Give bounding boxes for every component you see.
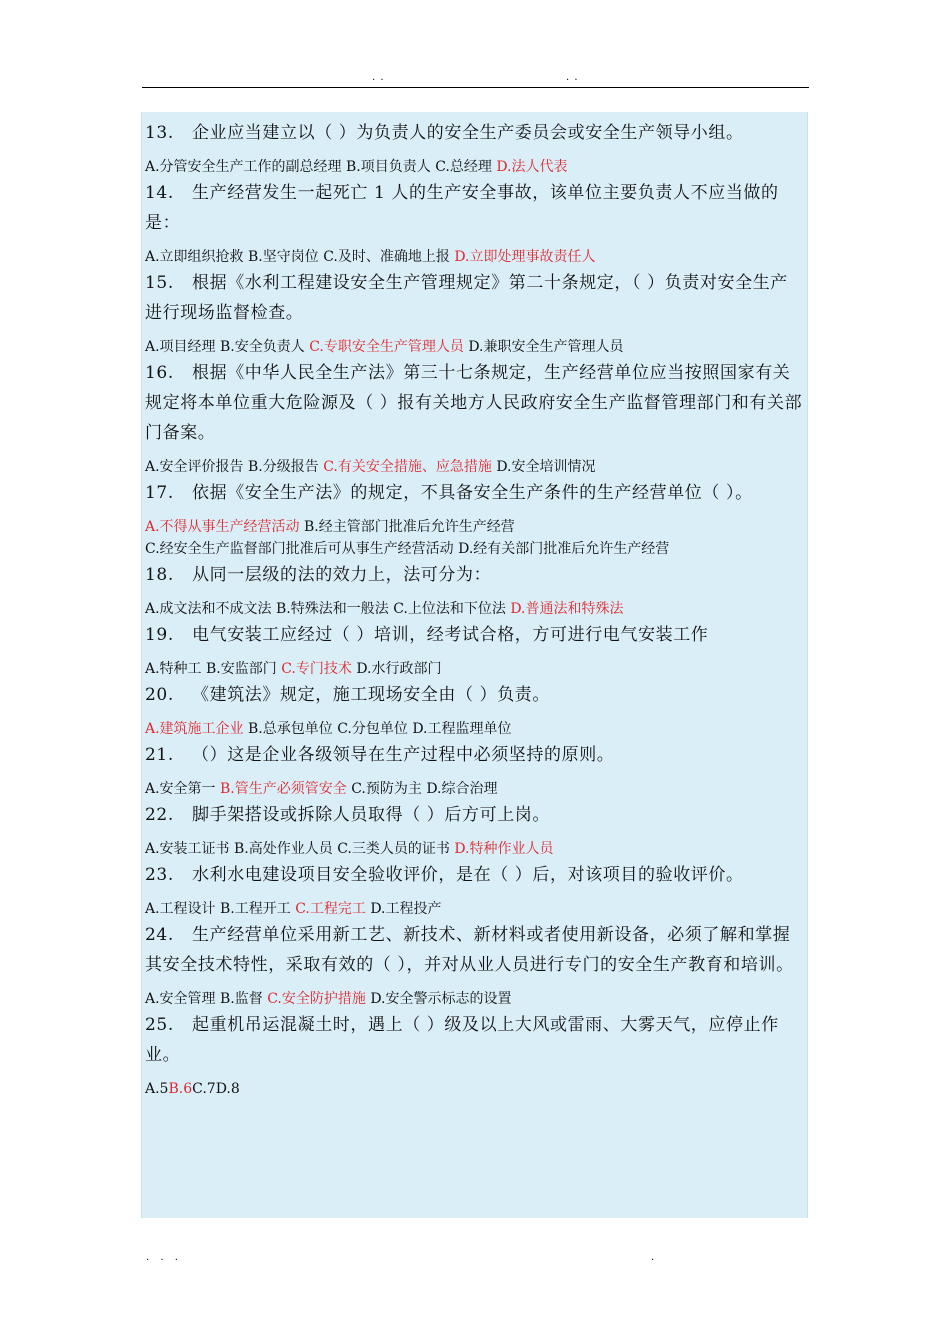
option-text: A.安全评价报告 B.分级报告 (145, 459, 324, 475)
question-item (145, 118, 805, 178)
question-stem: 电气安装工应经过（ ）培训，经考试合格，方可进行电气安装工作 (192, 625, 709, 645)
header-mark-left: . . (372, 72, 385, 83)
option-text: A.安全管理 B.监督 (145, 991, 268, 1007)
option-text: A.成文法和不成文法 B.特殊法和一般法 C.上位法和下位法 (145, 601, 511, 617)
answer-options (145, 598, 805, 620)
correct-answer: D.法人代表 (496, 159, 568, 175)
question-text (145, 560, 805, 590)
option-text: D.工程投产 (365, 901, 442, 917)
question-number: 19. (145, 625, 174, 645)
answer-options (145, 1078, 805, 1100)
question-stem: （）这是企业各级领导在生产过程中必须坚持的原则。 (192, 745, 615, 765)
question-text (145, 478, 805, 508)
option-text: A.立即组织抢救 B.坚守岗位 C.及时、准确地上报 (145, 249, 455, 265)
question-stem: 依据《安全生产法》的规定，不具备安全生产条件的生产经营单位（ ）。 (192, 483, 753, 503)
option-text: A.安装工证书 B.高处作业人员 C.三类人员的证书 (145, 841, 455, 857)
question-text (145, 1010, 805, 1070)
option-text: A.特种工 B.安监部门 (145, 661, 282, 677)
correct-answer: D.立即处理事故责任人 (454, 249, 596, 265)
question-stem: 企业应当建立以（ ）为负责人的安全生产委员会或安全生产领导小组。 (192, 123, 744, 143)
question-item (145, 860, 805, 920)
correct-answer: B.6 (168, 1081, 193, 1097)
question-stem: 水利水电建设项目安全验收评价，是在（ ）后，对该项目的验收评价。 (192, 865, 744, 885)
correct-answer: A.不得从事生产经营活动 (145, 519, 300, 535)
question-stem: 起重机吊运混凝土时，遇上（ ）级及以上大风或雷雨、大雾天气，应停止作业。 (145, 1015, 779, 1065)
question-item (145, 560, 805, 620)
question-item (145, 268, 805, 358)
answer-options (145, 988, 805, 1010)
question-item (145, 800, 805, 860)
footer-mark-right: . (651, 1252, 659, 1263)
option-text: C.预防为主 D.综合治理 (346, 781, 498, 797)
answer-options (145, 718, 805, 740)
question-stem: 生产经营单位采用新工艺、新技术、新材料或者使用新设备，必须了解和掌握其安全技术特性，采取有效的（ ），并对从业人员进行专门的安全生产教育和培训。 (145, 925, 794, 975)
header-mark-right: . . (566, 72, 579, 83)
correct-answer: D.普通法和特殊法 (510, 601, 624, 617)
option-text: C.经安全生产监督部门批准后可从事生产经营活动 D.经有关部门批准后允许生产经营 (145, 541, 670, 557)
option-text: A.5 (145, 1081, 169, 1097)
question-number: 15. (145, 273, 174, 293)
question-number: 14. (145, 183, 174, 203)
correct-answer: B.管生产必须管安全 (220, 781, 347, 797)
question-number: 21. (145, 745, 174, 765)
question-item (145, 920, 805, 1010)
question-number: 23. (145, 865, 174, 885)
answer-options (145, 898, 805, 920)
question-number: 24. (145, 925, 174, 945)
option-text: D.水行政部门 (351, 661, 442, 677)
question-text (145, 358, 805, 448)
question-text (145, 800, 805, 830)
question-number: 18. (145, 565, 174, 585)
question-stem: 《建筑法》规定，施工现场安全由（ ）负责。 (192, 685, 551, 705)
question-text (145, 268, 805, 328)
question-number: 22. (145, 805, 174, 825)
answer-options (145, 516, 805, 538)
question-stem: 根据《水利工程建设安全生产管理规定》第二十条规定，（ ）负责对安全生产进行现场监督检查。 (145, 273, 788, 323)
option-text: D.兼职安全生产管理人员 (463, 339, 624, 355)
correct-answer: D.特种作业人员 (454, 841, 554, 857)
option-text: B.总承包单位 C.分包单位 D.工程监理单位 (243, 721, 512, 737)
question-item (145, 680, 805, 740)
question-item (145, 358, 805, 478)
answer-options (145, 246, 805, 268)
question-text (145, 680, 805, 710)
answer-options (145, 456, 805, 478)
correct-answer: C.工程完工 (295, 901, 366, 917)
question-item (145, 178, 805, 268)
option-text: A.安全第一 (145, 781, 221, 797)
correct-answer: C.专门技术 (281, 661, 352, 677)
question-number: 16. (145, 363, 174, 383)
answer-options (145, 538, 805, 560)
question-number: 13. (145, 123, 174, 143)
question-number: 17. (145, 483, 174, 503)
correct-answer: C.安全防护措施 (267, 991, 366, 1007)
option-text: A.分管安全生产工作的副总经理 B.项目负责人 C.总经理 (145, 159, 497, 175)
question-text (145, 740, 805, 770)
option-text: C.7D.8 (192, 1081, 240, 1097)
correct-answer: A.建筑施工企业 (145, 721, 244, 737)
question-text (145, 920, 805, 980)
question-item (145, 478, 805, 560)
option-text: D.安全培训情况 (491, 459, 596, 475)
question-text (145, 118, 805, 148)
question-stem: 根据《中华人民全生产法》第三十七条规定，生产经营单位应当按照国家有关规定将本单位重大危险源及（ ）报有关地方人民政府安全生产监督管理部门和有关部门备案。 (145, 363, 803, 443)
option-text: B.经主管部门批准后允许生产经营 (299, 519, 515, 535)
answer-options (145, 336, 805, 358)
question-item (145, 1010, 805, 1100)
question-stem: 生产经营发生一起死亡 1 人的生产安全事故，该单位主要负责人不应当做的是： (145, 183, 779, 233)
question-text (145, 620, 805, 650)
correct-answer: C.专职安全生产管理人员 (309, 339, 464, 355)
question-panel (141, 112, 808, 1218)
correct-answer: C.有关安全措施、应急措施 (323, 459, 492, 475)
question-text (145, 178, 805, 238)
answer-options (145, 156, 805, 178)
question-item (145, 740, 805, 800)
answer-options (145, 778, 805, 800)
question-text (145, 860, 805, 890)
footer-mark-left: . . . (146, 1252, 182, 1263)
answer-options (145, 838, 805, 860)
question-stem: 脚手架搭设或拆除人员取得（ ）后方可上岗。 (192, 805, 551, 825)
option-text: A.项目经理 B.安全负责人 (145, 339, 310, 355)
header-rule (142, 87, 809, 88)
question-number: 20. (145, 685, 174, 705)
question-number: 25. (145, 1015, 174, 1035)
question-item (145, 620, 805, 680)
option-text: D.安全警示标志的设置 (365, 991, 512, 1007)
answer-options (145, 658, 805, 680)
question-stem: 从同一层级的法的效力上，法可分为： (192, 565, 492, 585)
option-text: A.工程设计 B.工程开工 (145, 901, 296, 917)
